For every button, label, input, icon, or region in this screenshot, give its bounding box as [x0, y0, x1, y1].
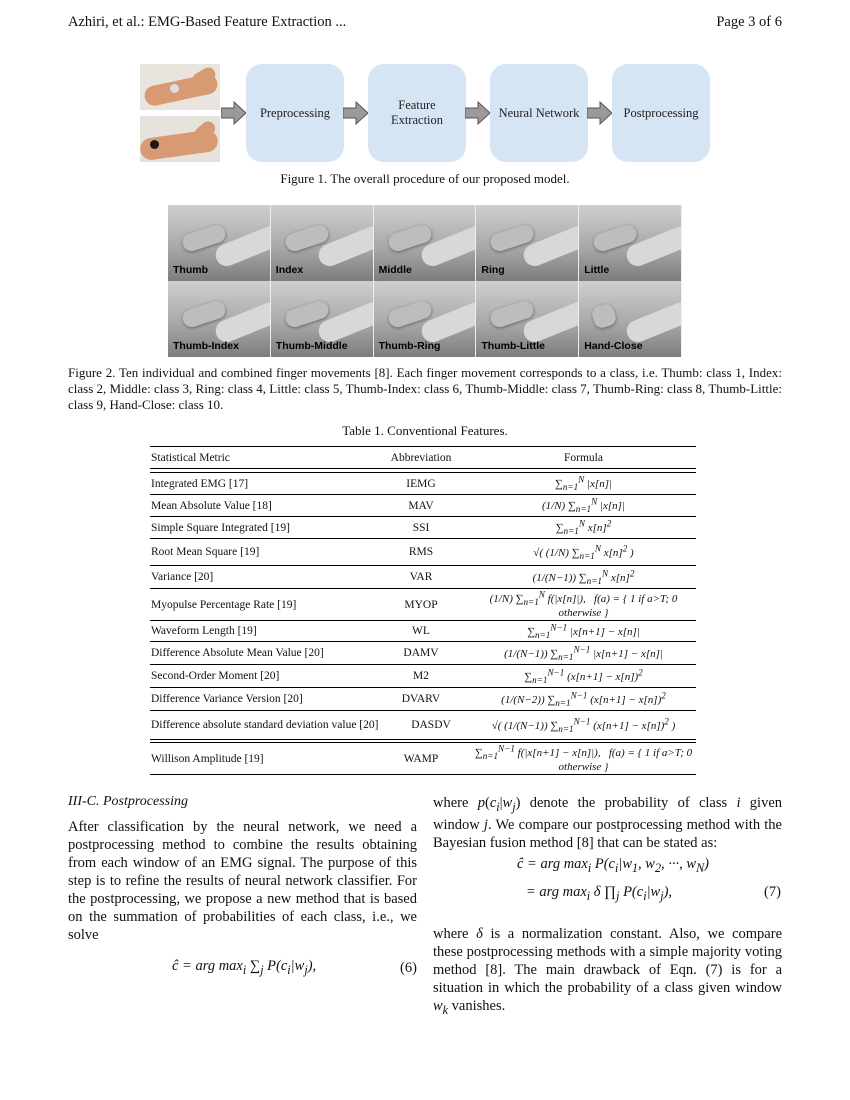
figure-2-grid: [168, 205, 682, 357]
running-header-left: Azhiri, et al.: EMG-Based Feature Extraction ...: [68, 14, 347, 30]
abbr-cell: IEMG: [406, 477, 436, 490]
equation-7-line-2: = arg $\max_i \delta$ $\prod_j$ $P(c_i|w_j)$,: [526, 884, 673, 903]
abbr-cell: MAV: [408, 499, 434, 512]
metric-cell: Willison Amplitude [19]: [151, 752, 264, 765]
gesture-cell: [271, 281, 374, 357]
metric-cell: Second-Order Moment [20]: [151, 670, 280, 682]
header-cell: Statistical Metric: [151, 451, 230, 464]
paragraph: After classification by the neural network, we need a postprocessing method to combine the results obtaining from each window of an EMG signal. The purpose of this step is to refine the results of neural network classifier. For the postprocessing, we propose a new method that is based on the summation of probabilities of each class, i.e., we solve: [68, 819, 417, 943]
paragraph: where δ is a normalization constant. Also, we compare these postprocessing methods with a simple majority voting method [8]. The main drawback of Eqn. (7) is for a situation in which the probability of a class given window $w_k$ vanishes.: [433, 926, 783, 1017]
formula-cell: $\sum_{n=1}^N$ $x[n]^2$: [555, 518, 612, 537]
abbr-cell: WL: [412, 625, 430, 637]
equation-number: (6): [400, 960, 417, 976]
table-row: [150, 688, 696, 711]
figure-2-caption: Figure 2. Ten individual and combined finger movements [8]. Each finger movement corresponds to a class, i.e. Thumb: class 1, Index: class 2, Middle: class 3, Ring: class 4, Little: class 5, Thumb-Index: class 6, Thumb-Middle: class 7, Thumb-Ring: class 8, Thumb-Little: class 9, Hand-Close: class 10.: [68, 365, 782, 412]
gesture-cell: [476, 205, 579, 281]
figure-1: [140, 64, 715, 164]
formula-cell: $\sum_{n=1}^{N-1}$ f(|x[n+1] − x[n]|), f(a) = { 1 if a>T; 0 otherwise }: [474, 743, 693, 774]
formula-cell: $\sum_{n=1}^N$ |x[n]|: [554, 474, 613, 493]
metric-cell: Mean Absolute Value [18]: [151, 499, 272, 512]
page-number: Page 3 of 6: [716, 14, 782, 30]
table-row: [150, 642, 696, 665]
table-row: [150, 517, 696, 539]
feature-extraction-box: Feature Extraction: [368, 64, 466, 162]
metric-cell: Difference Variance Version [20]: [151, 693, 303, 705]
metric-cell: Simple Square Integrated [19]: [151, 521, 290, 534]
table-row: [150, 473, 696, 495]
table-row: [150, 711, 696, 740]
abbr-cell: M2: [413, 670, 429, 682]
arm-photo-top: [140, 64, 220, 110]
table-row: [150, 743, 696, 775]
gesture-label: Little: [584, 264, 610, 276]
arrow-icon: [587, 100, 613, 126]
abbr-cell: WAMP: [403, 752, 439, 765]
table-row: [150, 621, 696, 642]
gesture-label: Ring: [481, 264, 505, 276]
formula-cell: √( (1/(N−1)) $\sum_{n=1}^{N-1}$ $(x[n+1] - x[n])^2$ ): [491, 716, 676, 734]
neural-network-box: Neural Network: [490, 64, 588, 162]
gesture-cell: [271, 205, 374, 281]
gesture-cell: [168, 205, 271, 281]
gesture-label: Middle: [378, 264, 412, 276]
equation-6: ĉ = arg $\max_i \sum_j$ $P(c_i|w_j)$,: [172, 958, 317, 977]
table-row: [150, 589, 696, 621]
formula-cell: (1/N) $\sum_{n=1}^N$ f(|x[n]|), f(a) = { 1 if a>T; 0 otherwise }: [489, 589, 678, 620]
abbr-cell: DASDV: [411, 719, 451, 731]
gesture-label: Thumb: [173, 264, 208, 276]
gesture-label: Thumb-Little: [481, 340, 545, 352]
arm-photo-bottom: [140, 116, 220, 162]
metric-cell: Root Mean Square [19]: [151, 546, 260, 558]
preprocessing-box: Preprocessing: [246, 64, 344, 162]
table-row: [150, 539, 696, 566]
gesture-label: Index: [275, 264, 304, 276]
equation-7-line-1: ĉ = arg $\max_i P(c_i|w_1$, $w_2$, ···, $w_N$): [517, 856, 709, 875]
metric-cell: Integrated EMG [17]: [151, 477, 249, 490]
gesture-cell: [579, 205, 682, 281]
metric-cell: Myopulse Percentage Rate [19]: [151, 598, 297, 611]
abbr-cell: DAMV: [403, 647, 439, 659]
gesture-label: Hand-Close: [584, 340, 643, 352]
abbr-cell: VAR: [409, 571, 433, 583]
formula-cell: (1/(N−2)) $\sum_{n=1}^{N-1}$ $(x[n+1] - x[n])^2$: [501, 690, 666, 708]
gesture-cell: [476, 281, 579, 357]
formula-cell: √( (1/N) $\sum_{n=1}^N$ $x[n]^2$ ): [533, 543, 634, 561]
table-row: [150, 495, 696, 517]
abbr-cell: SSI: [412, 521, 430, 534]
section-heading: III-C. Postprocessing: [68, 794, 189, 809]
table-row: [150, 665, 696, 688]
gesture-cell: [579, 281, 682, 357]
formula-cell: $\sum_{n=1}^{N-1}$ |x[n+1] − x[n]|: [527, 622, 640, 640]
gesture-label: Thumb-Ring: [378, 340, 441, 352]
table-1-caption: Table 1. Conventional Features.: [342, 423, 508, 438]
abbr-cell: MYOP: [404, 598, 438, 611]
gesture-cell: [374, 281, 477, 357]
postprocessing-box: Postprocessing: [612, 64, 710, 162]
formula-cell: (1/N) $\sum_{n=1}^N$ |x[n]|: [541, 496, 625, 515]
table-row: [150, 566, 696, 589]
gesture-label: Thumb-Middle: [275, 340, 348, 352]
metric-cell: Waveform Length [19]: [151, 625, 257, 637]
formula-cell: $\sum_{n=1}^{N-1}$ $(x[n+1] - x[n])^2$: [524, 667, 643, 685]
equation-number: (7): [764, 884, 781, 900]
metric-cell: Variance [20]: [151, 571, 214, 583]
gesture-cell: [168, 281, 271, 357]
paragraph: where $p(c_i|w_j)$ denote the probability of class i given window j. We compare our postprocessing method with the Bayesian fusion method [8] that can be stated as:: [433, 795, 783, 851]
arrow-icon: [465, 100, 491, 126]
figure-1-caption: Figure 1. The overall procedure of our proposed model.: [280, 171, 570, 186]
table-header-row: [150, 446, 696, 469]
formula-cell: (1/(N−1)) $\sum_{n=1}^N$ $x[n]^2$: [532, 568, 635, 586]
gesture-cell: [374, 205, 477, 281]
metric-cell: Difference Absolute Mean Value [20]: [151, 647, 324, 659]
gesture-label: Thumb-Index: [173, 340, 239, 352]
arrow-icon: [221, 100, 247, 126]
formula-cell: (1/(N−1)) $\sum_{n=1}^{N-1}$ |x[n+1] − x[n]|: [504, 644, 663, 662]
abbr-cell: RMS: [408, 546, 434, 558]
abbr-cell: DVARV: [401, 693, 441, 705]
header-cell: Abbreviation: [390, 451, 452, 464]
arrow-icon: [343, 100, 369, 126]
header-cell: Formula: [564, 451, 603, 464]
metric-cell: Difference absolute standard deviation value [20]: [151, 719, 379, 731]
features-table: [150, 446, 696, 775]
